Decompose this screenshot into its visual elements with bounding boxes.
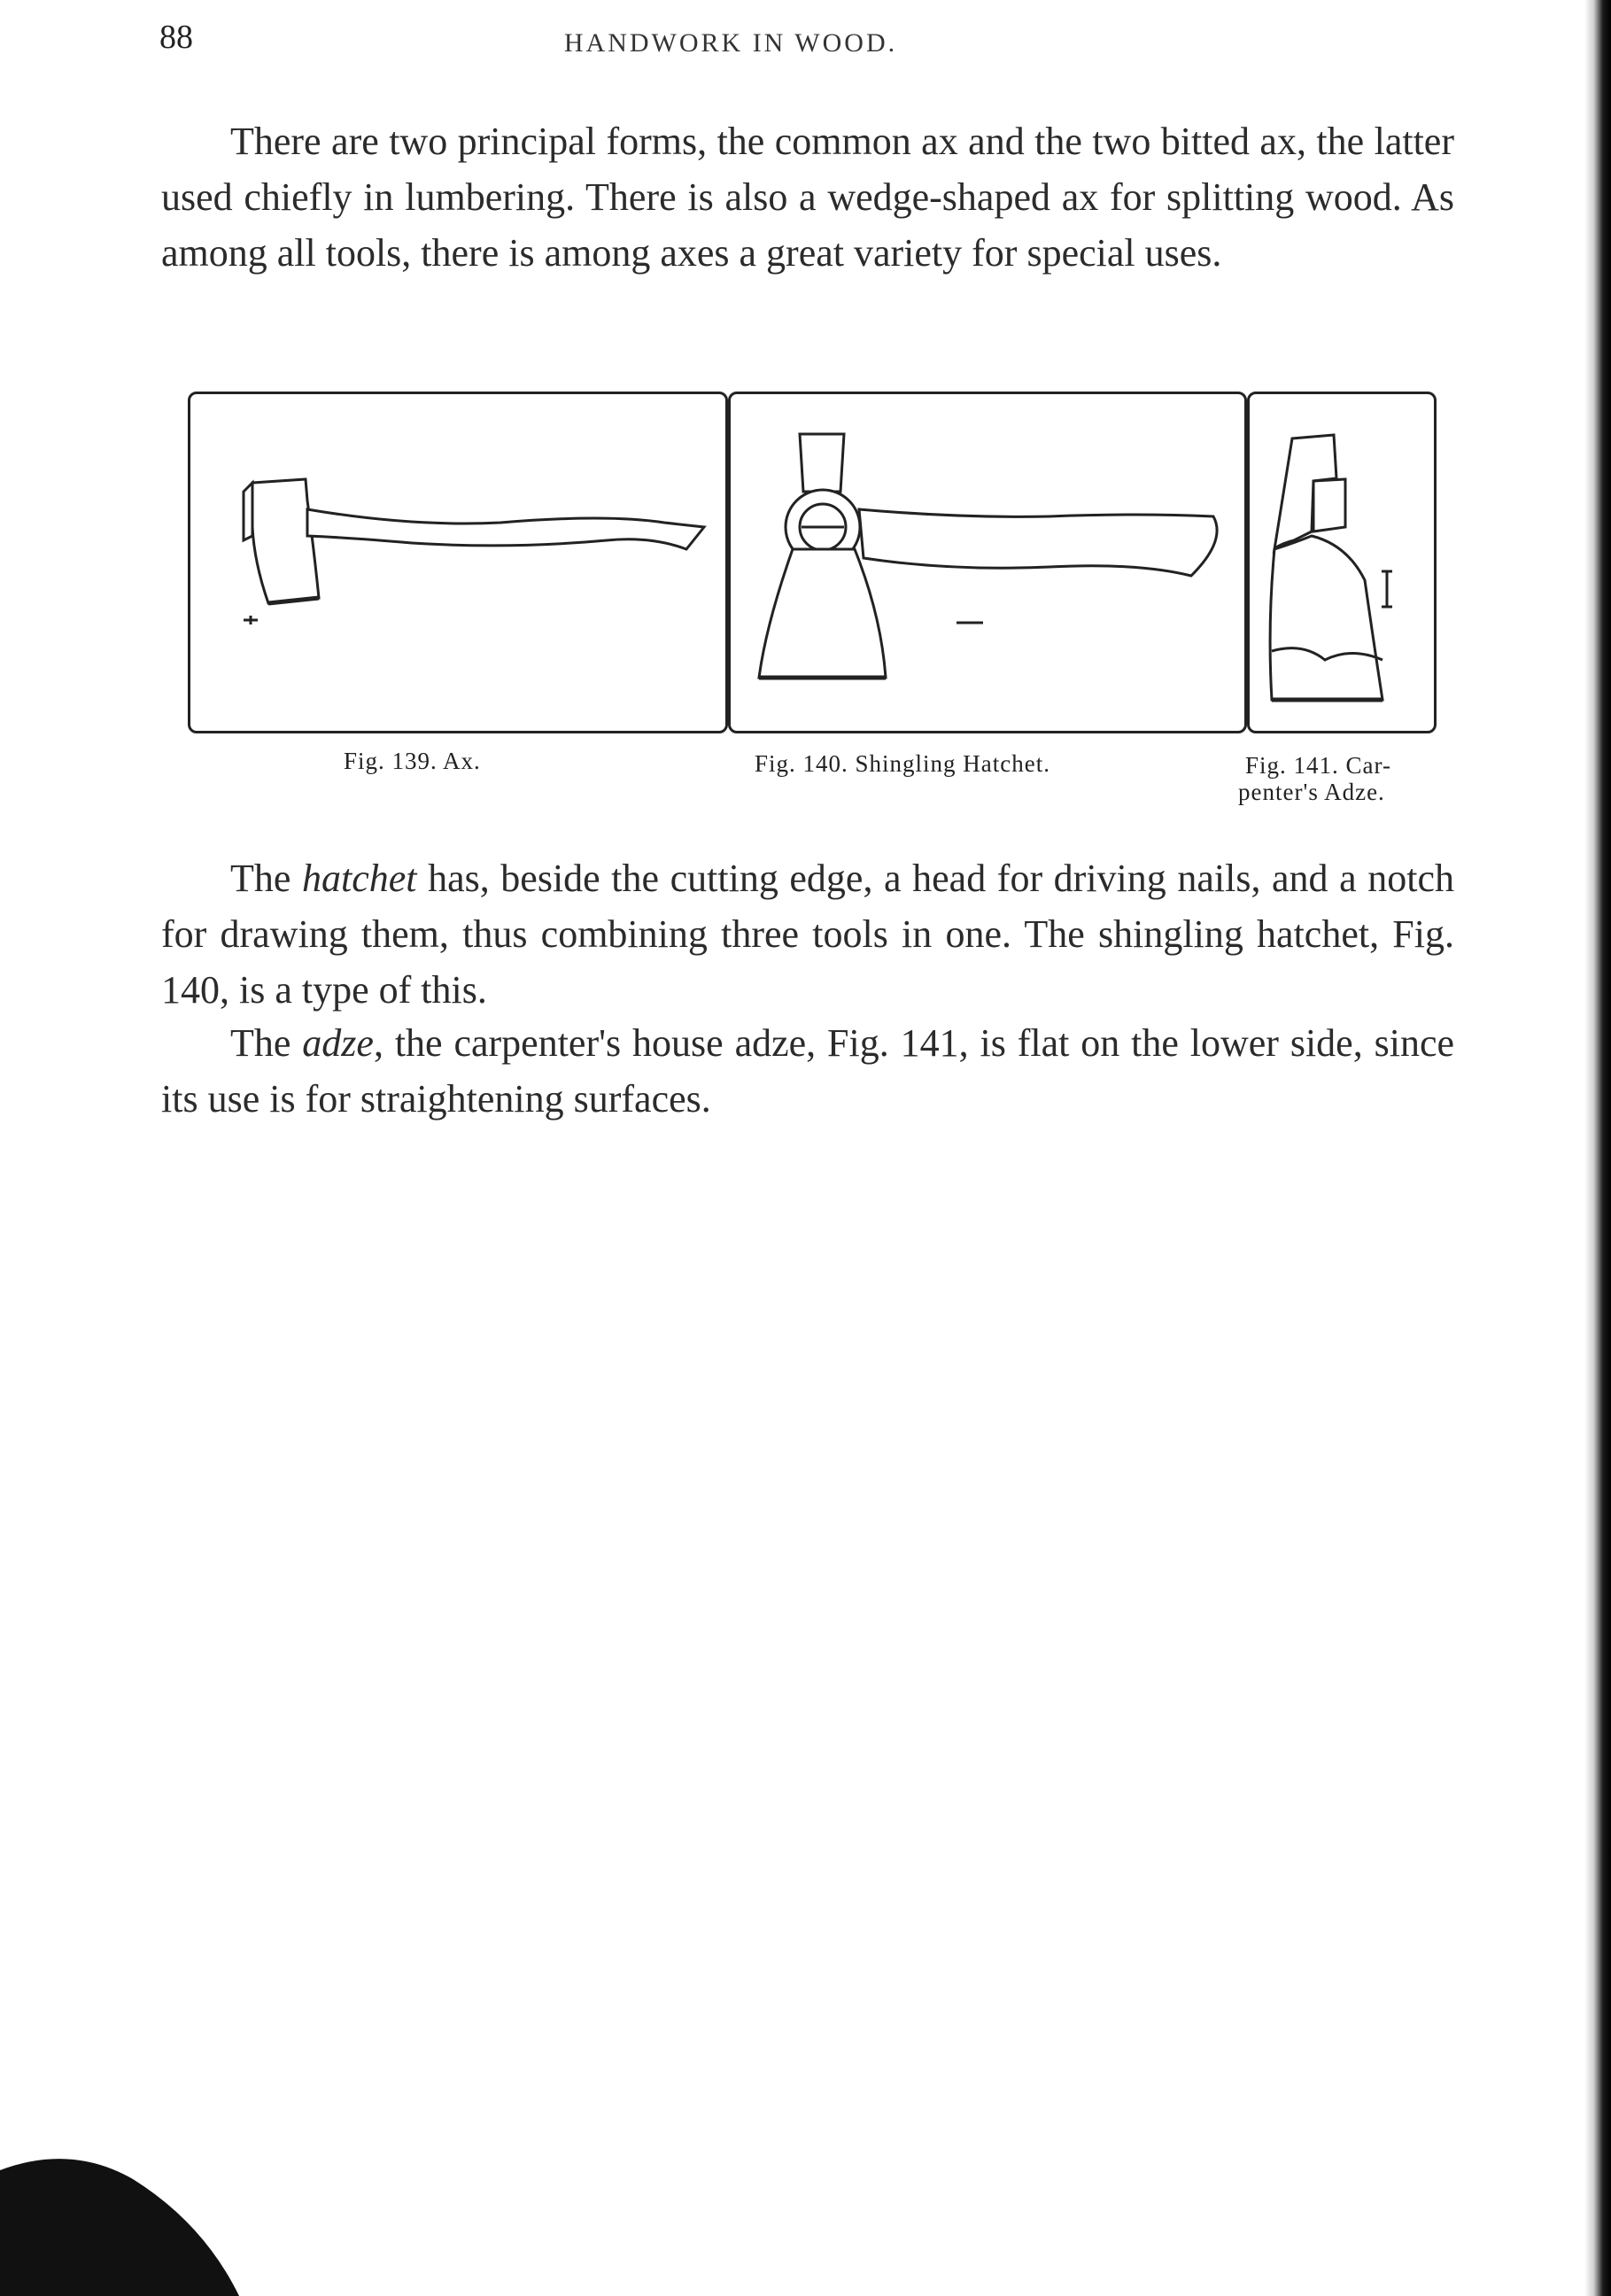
ax-illustration — [190, 394, 725, 731]
shingling-hatchet-illustration — [731, 394, 1244, 731]
adze-illustration — [1250, 394, 1434, 731]
book-spine-shadow — [1584, 0, 1611, 2296]
paragraph-adze — [161, 1015, 1454, 1127]
figure-140-caption: Fig. 140. Shingling Hatchet. — [755, 750, 1050, 777]
running-head: HANDWORK IN WOOD. — [563, 28, 898, 58]
paragraph-adze-text: , the carpenter's house adze, Fig. 141, is flat on the lower side, since its use is for straightening surfaces. — [161, 1021, 1454, 1121]
figure-141-frame — [1247, 392, 1437, 733]
figure-139-caption: Fig. 139. Ax. — [344, 748, 481, 774]
figure-139-frame — [188, 392, 728, 733]
figure-141-caption-line-1: Fig. 141. Car- — [1245, 752, 1391, 779]
paragraph-hatchet-text: has, beside the cutting edge, a head for driving nails, and a notch for drawing them, thus combining three tools in one. The shingling hatchet, Fig. 140, is a type of this. — [161, 857, 1454, 1012]
figure-strip — [188, 392, 1437, 737]
thumb-shadow — [0, 2144, 239, 2296]
paragraph-axes-text: There are two principal forms, the common ax and the two bitted ax, the latter used chiefly in lumbering. There is also a wedge-shaped ax for splitting wood. As among all tools, there is among axes a great variety for special uses. — [161, 120, 1454, 275]
figure-140-frame — [728, 392, 1247, 733]
paragraph-axes — [161, 113, 1454, 281]
term-hatchet: hatchet — [301, 857, 417, 900]
paragraph-adze-intro: The — [230, 1021, 303, 1065]
paragraph-hatchet — [161, 850, 1454, 1018]
figure-141-caption-line-2: penter's Adze. — [1238, 779, 1385, 805]
page-number: 88 — [159, 19, 193, 56]
term-adze: adze — [302, 1021, 374, 1065]
paragraph-hatchet-intro: The — [230, 857, 302, 900]
